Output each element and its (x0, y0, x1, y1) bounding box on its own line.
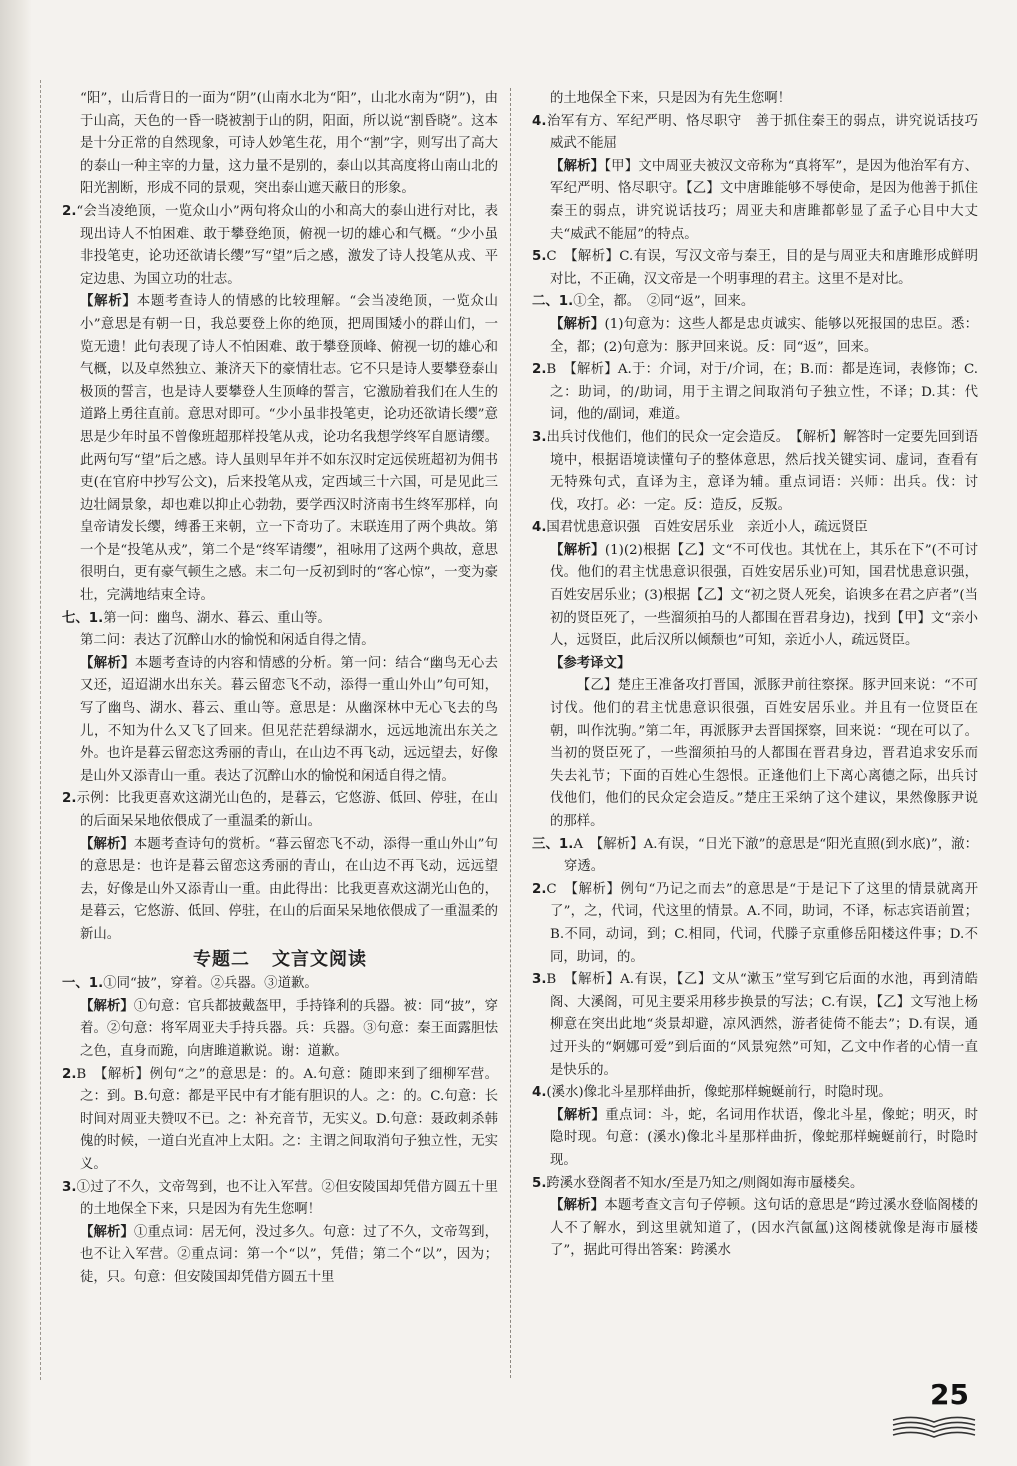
analysis-tag: 【参考译文】 (550, 655, 631, 671)
answer-text: 的土地保全下来，只是因为有先生您啊！ (550, 91, 792, 106)
answer-item (532, 517, 978, 540)
section-heading-title: 文言文阅读 (272, 948, 367, 970)
answer-analysis (532, 156, 978, 246)
answer-item (532, 246, 978, 291)
question-number: 2. (532, 881, 547, 897)
answer-item (532, 88, 978, 111)
answer-analysis (62, 291, 498, 607)
answer-text: 示例：比我更喜欢这湖光山色的，是暮云，它悠游、低回、停驻，在山的后面呆呆地依偎成了一重温柔的新山。 (76, 791, 498, 829)
question-number: 3. (62, 1179, 77, 1195)
answer-item (62, 88, 498, 201)
answer-item (532, 675, 978, 833)
answer-text: 本题考查诗人的情感的比较理解。“会当凌绝顶，一览众山小”意思是有朝一日，我总要登上你的绝顶，把周围矮小的群山们，一览无遗！此句表现了诗人不怕困难、敢于攀登顶峰、俯视一切的雄心和气概，以及卓然独立、兼济天下的豪情壮志。它不只是诗人要攀登泰山极顶的誓言，也是诗人要攀登人生顶峰的誓言，它激励着我们在人生的道路上勇往直前。意思对即可。“少小虽非投笔吏，论功还欲请长缨”意思是少年时虽不曾像班超那样投笔从戎，论功名我想学终军自愿请缨。此两句写“望”后之感。诗人虽则早年并不如东汉时定远侯班超初为佣书吏(在官府中抄写公文)，后来投笔从戎，定西域三十六国，可是见此三边壮阔景象，却也难以抑止心勃勃，要学西汉时济南书生终军那样，向皇帝请发长缨，缚番王来朝，立一下奇功了。末联连用了两个典故。第一个是“投笔从戎”，第二个是“终军请缨”，祖咏用了这两个典故，意思很明白，更有豪气顿生之感。末二句一反初到时的“客心惊”，一变为豪壮，完满地结束全诗。 (80, 294, 498, 604)
analysis-tag: 【解析】 (80, 1224, 134, 1240)
analysis-tag: 【解析】 (550, 158, 605, 174)
answer-text: 【乙】楚庄王准备攻打晋国，派豚尹前往察探。豚尹回来说：“不可讨伐。他们的君主忧患意识很强，百姓安居乐业。并且有一位贤臣在朝，叫作沈驹。”第二年，再派豚尹去晋国探察，回来说：“现在可以了。当初的贤臣死了，一些溜须拍马的人都围在晋君身边，晋君追求安乐而失去礼节；下面的百姓心生怨恨。正逢他们上下离心离德之际，出兵讨伐他们，他们的民众定会造反。”楚庄王采纳了这个建议，果然像豚尹说的那样。 (550, 678, 978, 829)
section-heading-label: 专题二 (193, 948, 250, 970)
question-number: 4. (532, 113, 547, 129)
analysis-tag: 【解析】 (550, 1107, 606, 1123)
answer-text: 治军有方、军纪严明、恪尽职守 善于抓住秦王的弱点，讲究说话技巧 威武不能屈 (546, 113, 992, 152)
answer-analysis (532, 1195, 978, 1263)
answer-text: “会当凌绝顶，一览众山小”两句将众山的小和高大的泰山进行对比，表现出诗人不怕困难、敢于攀登绝顶，俯视一切的雄心和气概。“少小虽非投笔吏，论功还欲请长缨”写“望”后之感，激发了诗人投笔从戎、平定边患、为国立功的壮志。 (76, 203, 498, 287)
answer-text: ①句意：官兵都披戴盔甲，手持锋利的兵器。被：同“披”，穿着。②句意：将军周亚夫手持兵器。兵：兵器。③句意：秦王面露胆怯之色，直身而跪，向唐雎道歉说。谢：道歉。 (80, 998, 498, 1059)
answer-item (532, 1173, 978, 1196)
answer-item (532, 1082, 978, 1105)
answer-item (532, 427, 978, 517)
question-number: 5. (532, 1175, 547, 1191)
question-number: 3. (532, 429, 547, 445)
answer-item (62, 608, 498, 631)
answer-text: 重点词：斗，蛇，名词用作状语，像北斗星，像蛇；明灭，时隐时现。句意：(溪水)像北斗星那样曲折，像蛇那样蜿蜒前行，时隐时现。 (550, 1107, 978, 1168)
question-number: 2. (62, 791, 77, 807)
answer-item (532, 111, 992, 156)
answer-item (532, 834, 978, 879)
analysis-tag: 【解析】 (80, 836, 134, 852)
answer-analysis (532, 1105, 978, 1173)
answer-text: C 【解析】例句“乃记之而去”的意思是“于是记下了这里的情景就离开了”，之，代词，代这里的情景。A.不同，助词，不译，标志宾语前置；B.不同，动词，到；C.相同，代词，代滕子京重修岳阳楼这件事；D.不同，助词，的。 (546, 881, 978, 965)
answer-text: B 【解析】A.于：介词，对于/介词，在；B.而：都是连词，表修饰；C.之：助词，的/助词，用于主谓之间取消句子独立性，不译；D.其：代词，他的/副词，难道。 (546, 362, 978, 423)
answer-text: C 【解析】C.有误，写汉文帝与秦王，目的是与周亚夫和唐雎形成鲜明对比，不正确，汉文帝是一个明事理的君主。这里不是对比。 (546, 249, 978, 287)
answer-text: 本题考查诗句的赏析。“暮云留恋飞不动，添得一重山外山”句的意思是：也许是暮云留恋这秀丽的青山，在山边不再飞动，远远望去，好像是山外又添青山一重。由此得出：比我更喜欢这湖光山色的，是暮云，它悠游、低回、停驻，在山的后面呆呆地依偎成了一重温柔的新山。 (80, 836, 498, 942)
answer-text: 跨溪水登阁者不知水/至是乃知之/则阁如海市蜃楼矣。 (546, 1175, 864, 1191)
binding-margin (0, 0, 32, 1466)
open-book-icon (889, 1412, 979, 1442)
answer-text: A 【解析】A.有误，“日光下澈”的意思是“阳光直照(到水底)”，澈：穿透。 (564, 836, 979, 875)
answer-text: 第二问：表达了沉醉山水的愉悦和闲适自得之情。 (80, 633, 375, 649)
answer-item (62, 973, 498, 996)
question-number: 4. (532, 1085, 547, 1101)
question-number: 三、1. (532, 836, 574, 852)
answer-item (532, 359, 978, 427)
answer-item (62, 630, 498, 653)
answer-text: (1)句意为：这些人都是忠贞诚实、能够以死报国的忠臣。悉：全，都；(2)句意为：豚尹回来说。反：同“返”，回来。 (550, 316, 979, 355)
answer-text: ①全，都。 ②同“返”，回来。 (573, 294, 755, 310)
answer-analysis (62, 996, 498, 1064)
question-number: 一、1. (62, 976, 104, 992)
answer-text: 本题考查文言句子停顿。这句话的意思是“跨过溪水登临阁楼的人不了解水，到这里就知道了，(因水汽氤氲)这阁楼就像是海市蜃楼了”，据此可得出答案：跨溪水 (550, 1198, 979, 1259)
answer-text: “阳”，山后背日的一面为“阴”(山南水北为“阳”，山北水南为“阴”)，由于山高，天色的一昏一晓被割于山的阴，阳面，所以说“割昏晓”。这本是十分正常的自然现象，可诗人妙笔生花，用个“割”字，则写出了高大的泰山一种主宰的力量，这力量不是别的，泰山以其高度将山南山北的阳光割断，形成不同的景观，突出泰山遮天蔽日的形象。 (80, 91, 498, 197)
analysis-tag: 【解析】 (80, 655, 135, 671)
right-column (532, 88, 992, 1263)
page-number: 25 (930, 1378, 969, 1411)
answer-text: 本题考查诗的内容和情感的分析。第一问：结合“幽鸟无心去又还，迢迢湖水出东关。暮云留恋飞不动，添得一重山外山”句可知，写了幽鸟、湖水、暮云、重山等。意思是：从幽深林中无心飞去的鸟儿，不知为什么又飞了回来。但见茫茫碧绿湖水，远远地流出东关之外。也许是暮云留恋这秀丽的青山，在山边不再飞动，远远望去，好像是山外又添青山一重。表达了沉醉山水的愉悦和闲适自得之情。 (80, 655, 499, 784)
answer-item (62, 1177, 498, 1222)
answer-item (532, 291, 978, 314)
answer-analysis (62, 1222, 498, 1290)
analysis-tag: 【解析】 (550, 1198, 605, 1214)
section-heading (62, 949, 498, 972)
left-column (62, 88, 498, 1289)
answer-analysis (532, 314, 978, 359)
question-number: 5. (532, 249, 547, 265)
column-divider (510, 88, 512, 1378)
answer-item (532, 653, 978, 676)
answer-text: ①重点词：居无何，没过多久。句意：过了不久，文帝驾到，也不让入军营。②重点词：第一个“以”，凭借；第二个“以”，因为；徒，只。句意：但安陵国却凭借方圆五十里 (80, 1224, 499, 1285)
analysis-tag: 【解析】 (550, 316, 605, 332)
answer-text: B 【解析】例句“之”的意思是：的。A.句意：随即来到了细柳军营。之：到。B.句意：都是平民中有才能有胆识的人。之：的。C.句意：长时间对周亚夫赞叹不已。之：补充音节，无实义。D.句意：聂政刺杀韩傀的时候，一道白光直冲上太阳。之：主谓之间取消句子独立性，无实义。 (76, 1066, 498, 1172)
answer-text: 出兵讨伐他们，他们的民众一定会造反。 【解析】解答时一定要先回到语境中，根据语境读懂句子的整体意思，然后找关键实词、虚词，查看有无特殊句式，直译为主，意译为辅。重点词语：兴师：出兵。伐：讨伐，攻打。必：一定。反：造反，反叛。 (546, 429, 978, 513)
answer-item (532, 879, 978, 969)
answer-item (62, 1064, 498, 1177)
analysis-tag: 【解析】 (550, 542, 605, 558)
question-number: 2. (62, 203, 77, 219)
question-number: 七、1. (62, 610, 104, 626)
question-number: 2. (532, 362, 547, 378)
answer-text: ①过了不久，文帝驾到，也不让入军营。②但安陵国却凭借方圆五十里的土地保全下来，只是因为有先生您啊！ (76, 1179, 498, 1218)
margin-cut-line (40, 80, 42, 1380)
answer-text: ①同“披”，穿着。②兵器。③道歉。 (103, 976, 318, 992)
answer-item (62, 788, 498, 833)
answer-text: 【甲】文中周亚夫被汉文帝称为“真将军”，是因为他治军有方、军纪严明、恪尽职守。【乙】文中唐雎能够不辱使命，是因为他善于抓住秦王的弱点，讲究说话技巧；周亚夫和唐雎都彰显了孟子心目中大丈夫“威武不能屈”的特点。 (550, 158, 979, 242)
answer-text: 第一问：幽鸟、湖水、暮云、重山等。 (103, 610, 331, 626)
answer-text: 国君忧患意识强 百姓安居乐业 亲近小人，疏远贤臣 (546, 520, 868, 536)
analysis-tag: 【解析】 (80, 998, 134, 1014)
answer-text: (1)(2)根据【乙】文“不可伐也。其忧在上，其乐在下”(不可讨伐。他们的君主忧患意识很强，百姓安居乐业)可知，国君忧患意识强，百姓安居乐业；(3)根据【乙】文“初之贤人死矣，谄谀多在君之庐者”(当初的贤臣死了，一些溜须拍马的人都围在晋君身边)，找到【甲】文“亲小人，远贤臣，此后汉所以倾颓也”可知，亲近小人，疏远贤臣。 (550, 542, 978, 649)
question-number: 二、1. (532, 294, 574, 310)
answer-analysis (62, 653, 498, 789)
answer-analysis (532, 540, 978, 653)
question-number: 4. (532, 520, 547, 536)
answer-analysis (62, 834, 498, 947)
question-number: 2. (62, 1066, 77, 1082)
answer-text: B 【解析】A.有误，【乙】文从“漱玉”堂写到它后面的水池，再到清皓阁、大溪阁，可见主要采用移步换景的写法；C.有误，【乙】文写池上杨柳意在突出此地“炎景却避，凉风洒然，游者徒倚不能去”；D.有误，通过开头的“婀娜可爱”到后面的“风景宛然”可知，乙文中作者的心情一直是快乐的。 (546, 972, 978, 1078)
analysis-tag: 【解析】 (80, 294, 137, 310)
question-number: 3. (532, 972, 547, 988)
answer-text: (溪水)像北斗星那样曲折，像蛇那样蜿蜒前行，时隐时现。 (546, 1085, 892, 1101)
answer-item (62, 201, 498, 291)
answer-item (532, 969, 978, 1082)
